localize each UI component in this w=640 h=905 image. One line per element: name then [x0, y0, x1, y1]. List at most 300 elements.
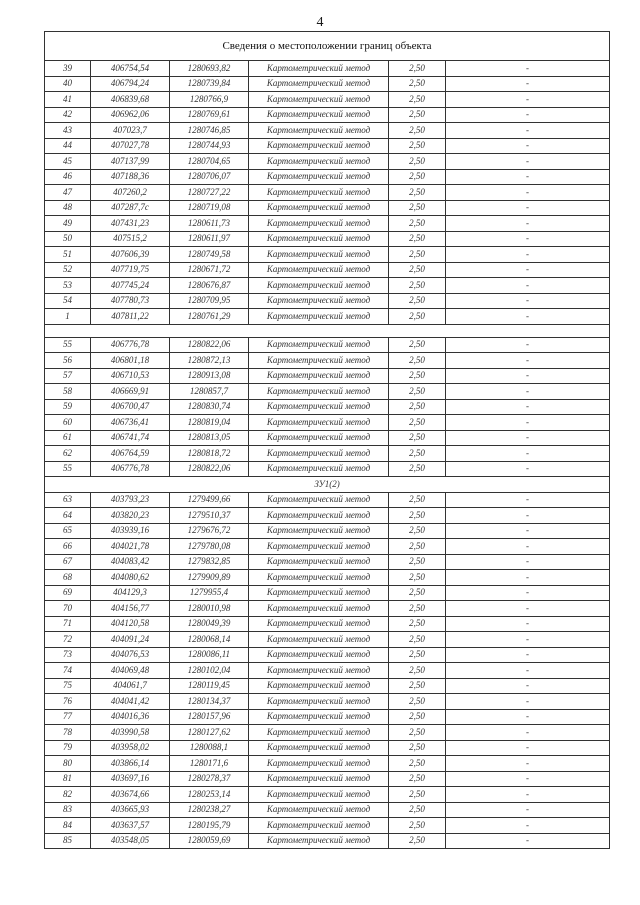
description-cell: -	[446, 247, 610, 263]
method-cell: Картометрический метод	[249, 523, 389, 539]
method-cell: Картометрический метод	[249, 216, 389, 232]
x-coordinate-cell: 403866,14	[91, 756, 170, 772]
description-cell: -	[446, 293, 610, 309]
point-number-cell: 55	[45, 337, 91, 353]
point-number-cell: 78	[45, 725, 91, 741]
point-number-cell: 74	[45, 663, 91, 679]
x-coordinate-cell: 403820,23	[91, 508, 170, 524]
y-coordinate-cell: 1280709,95	[170, 293, 249, 309]
method-cell: Картометрический метод	[249, 430, 389, 446]
x-coordinate-cell: 404083,42	[91, 554, 170, 570]
y-coordinate-cell: 1280086,11	[170, 647, 249, 663]
x-coordinate-cell: 407137,99	[91, 154, 170, 170]
x-coordinate-cell: 406710,53	[91, 368, 170, 384]
point-number-cell: 45	[45, 154, 91, 170]
boundary-coordinates-table	[44, 31, 610, 849]
y-coordinate-cell: 1279909,89	[170, 570, 249, 586]
point-number-cell: 52	[45, 262, 91, 278]
description-cell: -	[446, 154, 610, 170]
x-coordinate-cell: 407188,36	[91, 169, 170, 185]
point-number-cell: 75	[45, 678, 91, 694]
accuracy-cell: 2,50	[389, 585, 446, 601]
accuracy-cell: 2,50	[389, 756, 446, 772]
description-cell: -	[446, 169, 610, 185]
y-coordinate-cell: 1280059,69	[170, 833, 249, 849]
accuracy-cell: 2,50	[389, 740, 446, 756]
y-coordinate-cell: 1280238,27	[170, 802, 249, 818]
point-number-cell: 46	[45, 169, 91, 185]
accuracy-cell: 2,50	[389, 523, 446, 539]
method-cell: Картометрический метод	[249, 570, 389, 586]
table-row	[45, 585, 610, 601]
table-row	[45, 154, 610, 170]
accuracy-cell: 2,50	[389, 771, 446, 787]
description-cell: -	[446, 430, 610, 446]
description-cell: -	[446, 216, 610, 232]
y-coordinate-cell: 1280676,87	[170, 278, 249, 294]
accuracy-cell: 2,50	[389, 415, 446, 431]
table-row	[45, 616, 610, 632]
table-row	[45, 647, 610, 663]
accuracy-cell: 2,50	[389, 169, 446, 185]
table-row	[45, 461, 610, 477]
method-cell: Картометрический метод	[249, 262, 389, 278]
method-cell: Картометрический метод	[249, 446, 389, 462]
table-row	[45, 539, 610, 555]
accuracy-cell: 2,50	[389, 262, 446, 278]
y-coordinate-cell: 1280119,45	[170, 678, 249, 694]
description-cell: -	[446, 92, 610, 108]
x-coordinate-cell: 403939,16	[91, 523, 170, 539]
description-cell: -	[446, 278, 610, 294]
y-coordinate-cell: 1280749,58	[170, 247, 249, 263]
accuracy-cell: 2,50	[389, 430, 446, 446]
table-row	[45, 247, 610, 263]
x-coordinate-cell: 404021,78	[91, 539, 170, 555]
accuracy-cell: 2,50	[389, 601, 446, 617]
accuracy-cell: 2,50	[389, 802, 446, 818]
accuracy-cell: 2,50	[389, 787, 446, 803]
method-cell: Картометрический метод	[249, 185, 389, 201]
point-number-cell: 50	[45, 231, 91, 247]
y-coordinate-cell: 1280822,06	[170, 461, 249, 477]
point-number-cell: 84	[45, 818, 91, 834]
point-number-cell: 82	[45, 787, 91, 803]
point-number-cell: 58	[45, 384, 91, 400]
accuracy-cell: 2,50	[389, 138, 446, 154]
description-cell: -	[446, 818, 610, 834]
x-coordinate-cell: 406764,59	[91, 446, 170, 462]
description-cell: -	[446, 554, 610, 570]
description-cell: -	[446, 709, 610, 725]
description-cell: -	[446, 309, 610, 325]
accuracy-cell: 2,50	[389, 231, 446, 247]
x-coordinate-cell: 404041,42	[91, 694, 170, 710]
table-row	[45, 185, 610, 201]
description-cell: -	[446, 415, 610, 431]
point-number-cell: 81	[45, 771, 91, 787]
accuracy-cell: 2,50	[389, 154, 446, 170]
point-number-cell: 48	[45, 200, 91, 216]
x-coordinate-cell: 406669,91	[91, 384, 170, 400]
x-coordinate-cell: 404156,77	[91, 601, 170, 617]
x-coordinate-cell: 403548,05	[91, 833, 170, 849]
x-coordinate-cell: 404069,48	[91, 663, 170, 679]
description-cell: -	[446, 539, 610, 555]
table-row	[45, 415, 610, 431]
method-cell: Картометрический метод	[249, 694, 389, 710]
description-cell: -	[446, 725, 610, 741]
x-coordinate-cell: 407745,24	[91, 278, 170, 294]
accuracy-cell: 2,50	[389, 309, 446, 325]
method-cell: Картометрический метод	[249, 353, 389, 369]
table-row	[45, 756, 610, 772]
y-coordinate-cell: 1280727,22	[170, 185, 249, 201]
method-cell: Картометрический метод	[249, 107, 389, 123]
method-cell: Картометрический метод	[249, 771, 389, 787]
accuracy-cell: 2,50	[389, 446, 446, 462]
method-cell: Картометрический метод	[249, 278, 389, 294]
y-coordinate-cell: 1280134,37	[170, 694, 249, 710]
accuracy-cell: 2,50	[389, 616, 446, 632]
point-number-cell: 47	[45, 185, 91, 201]
x-coordinate-cell: 404016,36	[91, 709, 170, 725]
method-cell: Картометрический метод	[249, 231, 389, 247]
accuracy-cell: 2,50	[389, 632, 446, 648]
point-number-cell: 40	[45, 76, 91, 92]
point-number-cell: 57	[45, 368, 91, 384]
point-number-cell: 67	[45, 554, 91, 570]
x-coordinate-cell: 404080,62	[91, 570, 170, 586]
x-coordinate-cell: 403665,93	[91, 802, 170, 818]
y-coordinate-cell: 1280195,79	[170, 818, 249, 834]
x-coordinate-cell: 406776,78	[91, 337, 170, 353]
table-row	[45, 123, 610, 139]
accuracy-cell: 2,50	[389, 725, 446, 741]
table-row	[45, 353, 610, 369]
accuracy-cell: 2,50	[389, 185, 446, 201]
y-coordinate-cell: 1280127,62	[170, 725, 249, 741]
x-coordinate-cell: 406776,78	[91, 461, 170, 477]
accuracy-cell: 2,50	[389, 647, 446, 663]
table-row	[45, 787, 610, 803]
y-coordinate-cell: 1280913,08	[170, 368, 249, 384]
description-cell: -	[446, 771, 610, 787]
table-row	[45, 771, 610, 787]
y-coordinate-cell: 1280049,39	[170, 616, 249, 632]
point-number-cell: 44	[45, 138, 91, 154]
description-cell: -	[446, 570, 610, 586]
method-cell: Картометрический метод	[249, 399, 389, 415]
table-row	[45, 570, 610, 586]
description-cell: -	[446, 756, 610, 772]
point-number-cell: 55	[45, 461, 91, 477]
description-cell: -	[446, 663, 610, 679]
point-number-cell: 79	[45, 740, 91, 756]
point-number-cell: 59	[45, 399, 91, 415]
y-coordinate-cell: 1280157,96	[170, 709, 249, 725]
accuracy-cell: 2,50	[389, 278, 446, 294]
method-cell: Картометрический метод	[249, 384, 389, 400]
x-coordinate-cell: 407027,78	[91, 138, 170, 154]
point-number-cell: 72	[45, 632, 91, 648]
method-cell: Картометрический метод	[249, 833, 389, 849]
y-coordinate-cell: 1280822,06	[170, 337, 249, 353]
x-coordinate-cell: 404061,7	[91, 678, 170, 694]
method-cell: Картометрический метод	[249, 138, 389, 154]
x-coordinate-cell: 406962,06	[91, 107, 170, 123]
accuracy-cell: 2,50	[389, 508, 446, 524]
table-row	[45, 309, 610, 325]
description-cell: -	[446, 399, 610, 415]
blank-separator-row	[45, 324, 610, 337]
table-row	[45, 293, 610, 309]
table-row	[45, 554, 610, 570]
y-coordinate-cell: 1280706,07	[170, 169, 249, 185]
accuracy-cell: 2,50	[389, 293, 446, 309]
method-cell: Картометрический метод	[249, 709, 389, 725]
table-row	[45, 337, 610, 353]
description-cell: -	[446, 138, 610, 154]
accuracy-cell: 2,50	[389, 61, 446, 77]
description-cell: -	[446, 446, 610, 462]
point-number-cell: 39	[45, 61, 91, 77]
point-number-cell: 64	[45, 508, 91, 524]
x-coordinate-cell: 406754,54	[91, 61, 170, 77]
x-coordinate-cell: 406801,18	[91, 353, 170, 369]
table-row	[45, 446, 610, 462]
method-cell: Картометрический метод	[249, 337, 389, 353]
y-coordinate-cell: 1279780,08	[170, 539, 249, 555]
y-coordinate-cell: 1280278,37	[170, 771, 249, 787]
accuracy-cell: 2,50	[389, 353, 446, 369]
method-cell: Картометрический метод	[249, 678, 389, 694]
point-number-cell: 71	[45, 616, 91, 632]
description-cell: -	[446, 262, 610, 278]
point-number-cell: 42	[45, 107, 91, 123]
accuracy-cell: 2,50	[389, 678, 446, 694]
x-coordinate-cell: 407260,2	[91, 185, 170, 201]
description-cell: -	[446, 647, 610, 663]
x-coordinate-cell: 406839,68	[91, 92, 170, 108]
method-cell: Картометрический метод	[249, 368, 389, 384]
table-row	[45, 523, 610, 539]
method-cell: Картометрический метод	[249, 539, 389, 555]
table-row	[45, 663, 610, 679]
description-cell: -	[446, 461, 610, 477]
y-coordinate-cell: 1280830,74	[170, 399, 249, 415]
table-row	[45, 278, 610, 294]
point-number-cell: 43	[45, 123, 91, 139]
y-coordinate-cell: 1280611,97	[170, 231, 249, 247]
point-number-cell: 49	[45, 216, 91, 232]
accuracy-cell: 2,50	[389, 663, 446, 679]
x-coordinate-cell: 407780,73	[91, 293, 170, 309]
method-cell: Картометрический метод	[249, 601, 389, 617]
table-row	[45, 61, 610, 77]
table-row	[45, 138, 610, 154]
x-coordinate-cell: 406794,24	[91, 76, 170, 92]
method-cell: Картометрический метод	[249, 818, 389, 834]
point-number-cell: 68	[45, 570, 91, 586]
method-cell: Картометрический метод	[249, 461, 389, 477]
description-cell: -	[446, 368, 610, 384]
accuracy-cell: 2,50	[389, 833, 446, 849]
description-cell: -	[446, 508, 610, 524]
point-number-cell: 66	[45, 539, 91, 555]
description-cell: -	[446, 384, 610, 400]
y-coordinate-cell: 1280813,05	[170, 430, 249, 446]
method-cell: Картометрический метод	[249, 508, 389, 524]
table-row	[45, 368, 610, 384]
accuracy-cell: 2,50	[389, 570, 446, 586]
y-coordinate-cell: 1280719,08	[170, 200, 249, 216]
x-coordinate-cell: 407023,7	[91, 123, 170, 139]
section-row	[45, 477, 610, 493]
description-cell: -	[446, 787, 610, 803]
table-row	[45, 740, 610, 756]
y-coordinate-cell: 1280010,98	[170, 601, 249, 617]
point-number-cell: 73	[45, 647, 91, 663]
table-row	[45, 709, 610, 725]
x-coordinate-cell: 404091,24	[91, 632, 170, 648]
table-row	[45, 169, 610, 185]
x-coordinate-cell: 406741,74	[91, 430, 170, 446]
method-cell: Картометрический метод	[249, 616, 389, 632]
boundary-table-sheet	[44, 31, 609, 849]
table-row	[45, 725, 610, 741]
method-cell: Картометрический метод	[249, 92, 389, 108]
x-coordinate-cell: 407287,7c	[91, 200, 170, 216]
description-cell: -	[446, 185, 610, 201]
y-coordinate-cell: 1280068,14	[170, 632, 249, 648]
y-coordinate-cell: 1279499,66	[170, 492, 249, 508]
method-cell: Картометрический метод	[249, 740, 389, 756]
point-number-cell: 54	[45, 293, 91, 309]
method-cell: Картометрический метод	[249, 756, 389, 772]
x-coordinate-cell: 406736,41	[91, 415, 170, 431]
table-row	[45, 430, 610, 446]
method-cell: Картометрический метод	[249, 663, 389, 679]
y-coordinate-cell: 1280746,85	[170, 123, 249, 139]
method-cell: Картометрический метод	[249, 309, 389, 325]
y-coordinate-cell: 1280857,7	[170, 384, 249, 400]
table-row	[45, 632, 610, 648]
accuracy-cell: 2,50	[389, 554, 446, 570]
description-cell: -	[446, 601, 610, 617]
table-row	[45, 492, 610, 508]
y-coordinate-cell: 1280739,84	[170, 76, 249, 92]
y-coordinate-cell: 1279832,85	[170, 554, 249, 570]
accuracy-cell: 2,50	[389, 200, 446, 216]
description-cell: -	[446, 200, 610, 216]
table-row	[45, 678, 610, 694]
point-number-cell: 62	[45, 446, 91, 462]
x-coordinate-cell: 404076,53	[91, 647, 170, 663]
method-cell: Картометрический метод	[249, 76, 389, 92]
accuracy-cell: 2,50	[389, 818, 446, 834]
point-number-cell: 63	[45, 492, 91, 508]
description-cell: -	[446, 61, 610, 77]
y-coordinate-cell: 1280088,1	[170, 740, 249, 756]
description-cell: -	[446, 585, 610, 601]
x-coordinate-cell: 406700,47	[91, 399, 170, 415]
description-cell: -	[446, 694, 610, 710]
description-cell: -	[446, 802, 610, 818]
method-cell: Картометрический метод	[249, 154, 389, 170]
y-coordinate-cell: 1280253,14	[170, 787, 249, 803]
y-coordinate-cell: 1280704,65	[170, 154, 249, 170]
x-coordinate-cell: 407606,39	[91, 247, 170, 263]
accuracy-cell: 2,50	[389, 492, 446, 508]
accuracy-cell: 2,50	[389, 694, 446, 710]
y-coordinate-cell: 1280872,13	[170, 353, 249, 369]
x-coordinate-cell: 407719,75	[91, 262, 170, 278]
description-cell: -	[446, 632, 610, 648]
description-cell: -	[446, 616, 610, 632]
description-cell: -	[446, 523, 610, 539]
x-coordinate-cell: 407431,23	[91, 216, 170, 232]
point-number-cell: 76	[45, 694, 91, 710]
accuracy-cell: 2,50	[389, 368, 446, 384]
x-coordinate-cell: 403637,57	[91, 818, 170, 834]
accuracy-cell: 2,50	[389, 337, 446, 353]
method-cell: Картометрический метод	[249, 61, 389, 77]
table-header-row	[45, 32, 610, 61]
x-coordinate-cell: 403793,23	[91, 492, 170, 508]
method-cell: Картометрический метод	[249, 415, 389, 431]
y-coordinate-cell: 1280611,73	[170, 216, 249, 232]
description-cell: -	[446, 337, 610, 353]
table-row	[45, 262, 610, 278]
table-row	[45, 818, 610, 834]
accuracy-cell: 2,50	[389, 107, 446, 123]
y-coordinate-cell: 1280819,04	[170, 415, 249, 431]
description-cell: -	[446, 123, 610, 139]
accuracy-cell: 2,50	[389, 123, 446, 139]
point-number-cell: 61	[45, 430, 91, 446]
y-coordinate-cell: 1280693,82	[170, 61, 249, 77]
method-cell: Картометрический метод	[249, 632, 389, 648]
accuracy-cell: 2,50	[389, 216, 446, 232]
method-cell: Картометрический метод	[249, 725, 389, 741]
point-number-cell: 53	[45, 278, 91, 294]
x-coordinate-cell: 407811,22	[91, 309, 170, 325]
description-cell: -	[446, 492, 610, 508]
description-cell: -	[446, 833, 610, 849]
table-row	[45, 76, 610, 92]
point-number-cell: 77	[45, 709, 91, 725]
point-number-cell: 1	[45, 309, 91, 325]
point-number-cell: 70	[45, 601, 91, 617]
x-coordinate-cell: 403990,58	[91, 725, 170, 741]
method-cell: Картометрический метод	[249, 647, 389, 663]
table-row	[45, 508, 610, 524]
accuracy-cell: 2,50	[389, 709, 446, 725]
table-row	[45, 384, 610, 400]
point-number-cell: 69	[45, 585, 91, 601]
x-coordinate-cell: 404129,3	[91, 585, 170, 601]
page-number: 4	[316, 15, 324, 30]
method-cell: Картометрический метод	[249, 554, 389, 570]
y-coordinate-cell: 1280818,72	[170, 446, 249, 462]
point-number-cell: 51	[45, 247, 91, 263]
table-row	[45, 92, 610, 108]
description-cell: -	[446, 76, 610, 92]
point-number-cell: 83	[45, 802, 91, 818]
x-coordinate-cell: 407515,2	[91, 231, 170, 247]
y-coordinate-cell: 1279955,4	[170, 585, 249, 601]
